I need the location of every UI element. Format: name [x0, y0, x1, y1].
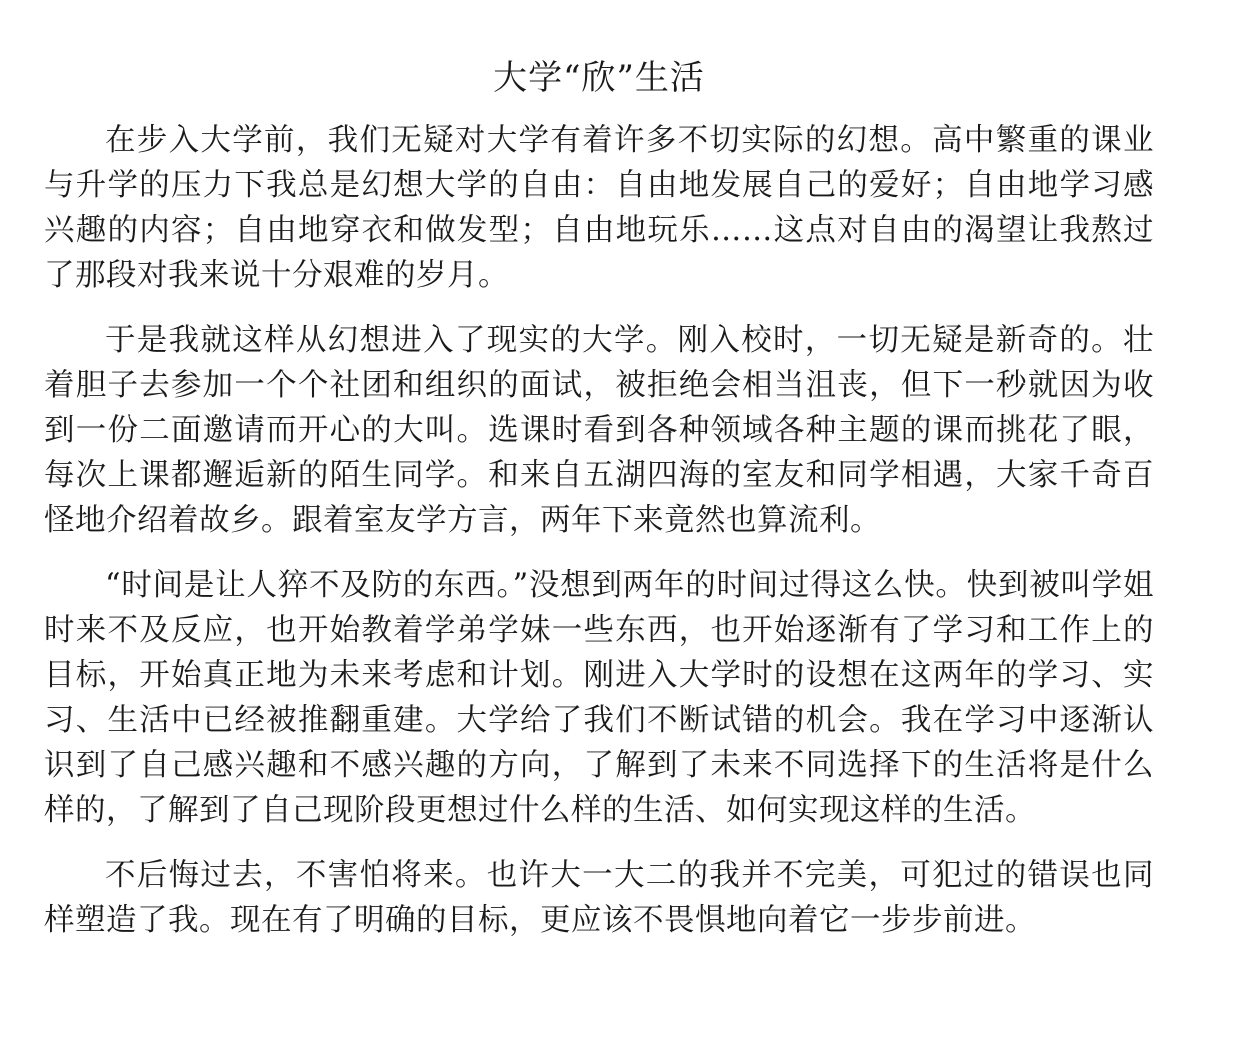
paragraph-2: 于是我就这样从幻想进入了现实的大学。刚入校时，一切无疑是新奇的。壮着胆子去参加一个个社团和组织的面试，被拒绝会相当沮丧，但下一秒就因为收到一份二面邀请而开心的大叫。选课时看到各种领域各种主题的课而挑花了眼，每次上课都邂逅新的陌生同学。和来自五湖四海的室友和同学相遇，大家千奇百怪地介绍着故乡。跟着室友学方言，两年下来竟然也算流利。 — [44, 323, 1154, 538]
document-title: 大学“欣”生活 — [493, 58, 705, 98]
paragraph-3: “时间是让人猝不及防的东西。”没想到两年的时间过得这么快。快到被叫学姐时来不及反应，也开始教着学弟学妹一些东西，也开始逐渐有了学习和工作上的目标，开始真正地为未来考虑和计划。刚进入大学时的设想在这两年的学习、实习、生活中已经被推翻重建。大学给了我们不断试错的机会。我在学习中逐渐认识到了自己感兴趣和不感兴趣的方向，了解到了未来不同选择下的生活将是什么样的，了解到了自己现阶段更想过什么样的生活、如何实现这样的生活。 — [44, 568, 1154, 828]
document-page — [44, 56, 1154, 943]
paragraph-4: 不后悔过去，不害怕将来。也许大一大二的我并不完美，可犯过的错误也同样塑造了我。现在有了明确的目标，更应该不畏惧地向着它一步步前进。 — [44, 858, 1154, 938]
paragraph-1: 在步入大学前，我们无疑对大学有着许多不切实际的幻想。高中繁重的课业与升学的压力下我总是幻想大学的自由：自由地发展自己的爱好；自由地学习感兴趣的内容；自由地穿衣和做发型；自由地玩乐……这点对自由的渴望让我熬过了那段对我来说十分艰难的岁月。 — [44, 123, 1154, 293]
